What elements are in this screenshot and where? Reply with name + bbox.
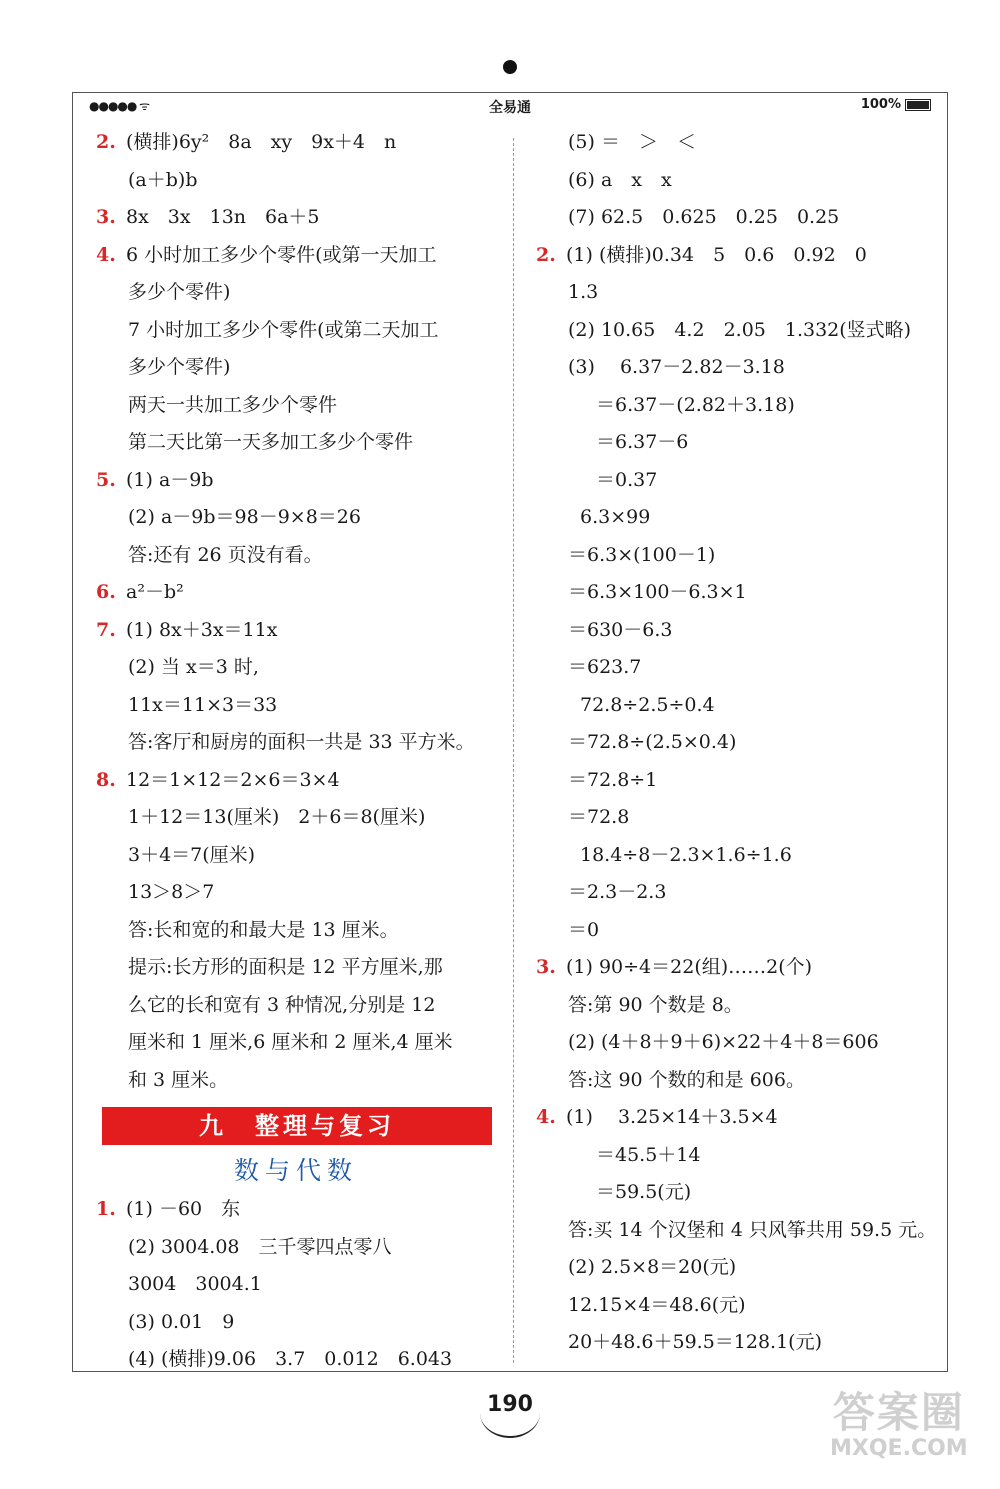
answer-line: ＝2.3－2.3 xyxy=(568,881,667,903)
battery-percent: 100% xyxy=(860,97,901,112)
answer-line: ＝623.7 xyxy=(568,656,642,678)
answer-line: 72.8÷2.5÷0.4 xyxy=(580,693,715,716)
answer-line: (2) 10.65 4.2 2.05 1.332(竖式略) xyxy=(568,318,912,341)
answer-line: ＝72.8÷(2.5×0.4) xyxy=(568,731,737,753)
answer-line: (3) 6.37－2.82－3.18 xyxy=(568,356,785,378)
answer-line: ＝6.37－6 xyxy=(596,431,689,453)
answer-line: (2) a－9b＝98－9×8＝26 xyxy=(128,506,361,528)
answer-line: 8. 12＝1×12＝2×6＝3×4 xyxy=(96,768,340,791)
app-title: 全易通 xyxy=(489,100,531,116)
answer-line: ＝72.8 xyxy=(568,806,630,828)
answer-line: 答:买 14 个汉堡和 4 只风筝共用 59.5 元。 xyxy=(568,1218,937,1241)
answer-line: 答:还有 26 页没有看。 xyxy=(128,543,323,566)
answer-line: 7 小时加工多少个零件(或第二天加工 xyxy=(128,318,439,341)
left-column xyxy=(96,124,506,1379)
watermark xyxy=(830,1380,968,1461)
signal-indicator: ●●●●● ᯤ xyxy=(89,99,150,113)
answer-line: ＝6.37－(2.82＋3.18) xyxy=(596,393,795,416)
answer-line: 答:这 90 个数的和是 606。 xyxy=(568,1068,805,1091)
answer-line: 4. 6 小时加工多少个零件(或第一天加工 xyxy=(96,243,437,266)
answer-line: 1.3 xyxy=(568,281,599,303)
answer-line: (2) 2.5×8＝20(元) xyxy=(568,1256,737,1278)
answer-line: (2) 3004.08 三千零四点零八 xyxy=(128,1235,392,1258)
column-divider xyxy=(513,138,514,1363)
answer-line: 4. (1) 3.25×14＋3.5×4 xyxy=(536,1106,778,1128)
answer-line: (2) (4＋8＋9＋6)×22＋4＋8＝606 xyxy=(568,1031,879,1053)
answer-line: ＝59.5(元) xyxy=(596,1181,692,1203)
answer-line: 5. (1) a－9b xyxy=(96,468,214,491)
answer-line: 3004 3004.1 xyxy=(128,1273,262,1295)
battery-indicator xyxy=(861,97,931,112)
answer-line: ＝630－6.3 xyxy=(568,618,673,641)
answer-line: ＝6.3×(100－1) xyxy=(568,543,716,566)
answer-line: 厘米和 1 厘米,6 厘米和 2 厘米,4 厘米 xyxy=(128,1031,453,1053)
answer-line: 答:长和宽的和最大是 13 厘米。 xyxy=(128,918,399,941)
answer-line: 6.3×99 xyxy=(580,506,651,528)
watermark-url: MXQE.COM xyxy=(830,1436,968,1461)
answer-line: ＝45.5＋14 xyxy=(596,1143,701,1166)
answer-line: 2. (横排)6y² 8a xy 9x＋4 n xyxy=(96,131,397,153)
answer-line: 第二天比第一天多加工多少个零件 xyxy=(128,431,414,453)
answer-line: 么它的长和宽有 3 种情况,分别是 12 xyxy=(128,993,436,1016)
watermark-logo: 答案圈 xyxy=(832,1388,965,1437)
answer-line: 2. (1) (横排)0.34 5 0.6 0.92 0 xyxy=(536,243,867,266)
answer-line: 3. (1) 90÷4＝22(组)……2(个) xyxy=(536,956,813,978)
answer-line: ＝0 xyxy=(568,918,600,941)
section-banner: 九 整理与复习 xyxy=(102,1107,492,1145)
answer-line: 多少个零件) xyxy=(128,356,231,378)
answer-line: (3) 0.01 9 xyxy=(128,1310,235,1333)
answer-line: 多少个零件) xyxy=(128,281,231,303)
answer-line: ＝6.3×100－6.3×1 xyxy=(568,581,747,603)
answer-line: 提示:长方形的面积是 12 平方厘米,那 xyxy=(128,956,443,978)
answer-line: ＝0.37 xyxy=(596,468,658,491)
answer-line: (5) ＝ ＞ ＜ xyxy=(568,131,696,153)
answer-line: 1＋12＝13(厘米) 2＋6＝8(厘米) xyxy=(128,806,426,828)
answer-line: 6. a²－b² xyxy=(96,581,184,603)
camera-dot xyxy=(503,60,517,74)
answer-line: 7. (1) 8x＋3x＝11x xyxy=(96,618,278,641)
page-number: 190 xyxy=(487,1392,533,1417)
answer-line: 13＞8＞7 xyxy=(128,881,215,903)
answer-line: 12.15×4＝48.6(元) xyxy=(568,1293,746,1316)
answer-line: (6) a x x xyxy=(568,168,672,191)
answer-line: (a＋b)b xyxy=(128,168,198,191)
answer-line: 两天一共加工多少个零件 xyxy=(128,393,338,416)
answer-line: 20＋48.6＋59.5＝128.1(元) xyxy=(568,1331,823,1353)
answer-line: 答:第 90 个数是 8。 xyxy=(568,993,743,1016)
battery-icon xyxy=(905,99,931,111)
answer-line: ＝72.8÷1 xyxy=(568,768,658,791)
answer-line: 3＋4＝7(厘米) xyxy=(128,843,256,866)
status-bar xyxy=(73,93,947,119)
answer-line: 18.4÷8－2.3×1.6÷1.6 xyxy=(580,843,792,866)
answer-line: 11x＝11×3＝33 xyxy=(128,693,278,716)
right-column xyxy=(536,124,946,1362)
section-subheading: 数与代数 xyxy=(233,1156,358,1185)
answer-line: (7) 62.5 0.625 0.25 0.25 xyxy=(568,206,840,228)
answer-line: (4) (横排)9.06 3.7 0.012 6.043 xyxy=(128,1348,453,1370)
answer-line: 答:客厅和厨房的面积一共是 33 平方米。 xyxy=(128,731,475,753)
answer-line: 和 3 厘米。 xyxy=(128,1068,229,1091)
answer-line: 3. 8x 3x 13n 6a＋5 xyxy=(96,206,320,228)
answer-line: (2) 当 x＝3 时, xyxy=(128,656,259,678)
answer-line: 1. (1) －60 东 xyxy=(96,1198,241,1220)
